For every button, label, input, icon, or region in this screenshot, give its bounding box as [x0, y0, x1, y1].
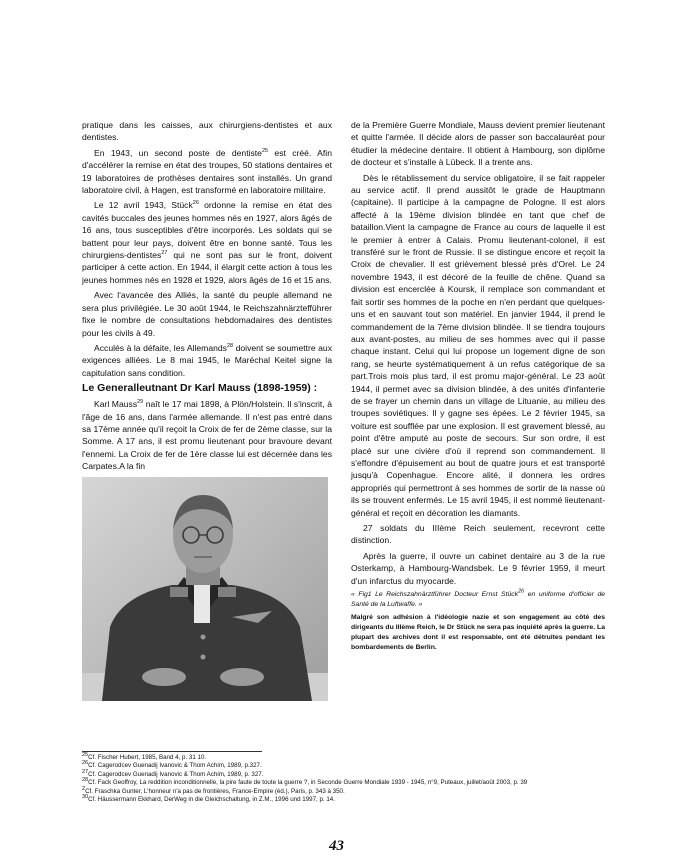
footnote: $^{25}$Cf. Fischer Hubert, 1985, Band 4, p. 31 10. — [82, 751, 207, 761]
footnote-ref[interactable]: 28 — [226, 343, 234, 350]
figure-caption: « Fig1 Le Reichszahnärztführer Docteur Ernst Stück$^{26}$ en uniforme d'officier de Santé de la Luftwaffe. » — [351, 588, 606, 609]
footnote-divider — [82, 751, 262, 752]
footnote-ref[interactable]: 27 — [161, 250, 168, 257]
footnote: $^{26}$Cf. Cagerodcev Guenadij Ivanovic & Thom Achim, 1989, p.327. — [82, 760, 262, 770]
footnote-ref[interactable]: 29 — [137, 399, 144, 406]
right-column — [351, 119, 605, 656]
left-column — [82, 119, 332, 701]
portrait-photo — [82, 477, 328, 701]
footnote: $^2$Cf. Fraschka Gunter, L'honneur n'a pas de frontières, France-Empire (éd.), Paris, p. 343 à 350. — [82, 785, 345, 795]
paragraph: de la Première Guerre Mondiale, Mauss devient premier lieutenant et quitte l'armée. Il décide alors de passer son baccalauréat pour étudier la médecine dentaire. Il obtient à Hambourg, son diplôme de docteur et s'installe à Lübeck. Il a trente ans. — [351, 120, 605, 168]
footnote: $^{27}$Cf. Cagerodcev Guenadij Ivanovic & Thom Achim, 1989, p. 327. — [82, 768, 264, 778]
footnote-ref[interactable]: 25 — [261, 147, 269, 154]
page-number: 43 — [329, 838, 344, 854]
footnotes — [82, 751, 622, 804]
paragraph: Malgré son adhésion à l'idéologie nazie et son engagement au côté des dirigeants du IIIème Reich, le Dr Stück ne sera pas inquiété après la guerre. La plupart des archives dont il est responsable, ont été détruites pendant les bombardements de Berlin. — [351, 614, 605, 652]
section-heading: Le Generalleutnant Dr Karl Mauss (1898-1959) : — [82, 382, 318, 395]
paragraph: Acculés à la défaite, les Allemands$^{28}$ doivent se soumettre aux exigences alliées. Le 8 mai 1945, le Maréchal Keitel signe la capitulation sans condition. — [82, 342, 333, 378]
paragraph: Après la guerre, il ouvre un cabinet dentaire au 3 de la rue Osterkamp, à Hambourg-Wandsbek. Le 9 février 1959, il meurt d'un infarctus du myocarde. — [351, 550, 605, 586]
paragraph: En 1943, un second poste de dentiste$^{25}$ est créé. Afin d'accélérer la remise en état des troupes, 50 stations dentaires et 19 laboratoires de prothèses dentaires sont installés. Un grand laboratoire civil, à Hagen, est transformé en laboratoire militaire. — [82, 147, 332, 196]
portrait-illustration — [82, 477, 328, 701]
footnote-ref[interactable]: 26 — [518, 588, 525, 595]
paragraph: 27 soldats du IIIème Reich seulement, recevront cette distinction. — [351, 523, 605, 546]
paragraph: pratique dans les caisses, aux chirurgiens-dentistes et aux dentistes. — [82, 120, 332, 143]
paragraph: Karl Mauss$^{29}$ naît le 17 mai 1898, à Plön/Holstein. Il s'inscrit, à l'âge de 16 ans, dans l'armée allemande. Il n'est pas entré dans sa 17ème année qu'il reçoit la Croix de fer de 2ème classe, sur la Somme. A 17 ans, il est promu lieutenant pour bravoure devant l'ennemi. La Croix de fer de 1ère classe lui est décernée dans les Carpates.A la fin — [82, 399, 332, 472]
footnote: $^{30}$Cf. Häussermann Ekkhard, DerWeg in die Gleichschaltung, in Z.M., 1996 und 1997, p. 14. — [82, 793, 335, 804]
footnote-ref[interactable]: 26 — [192, 200, 199, 207]
paragraph: Avec l'avancée des Alliés, la santé du peuple allemand ne sera plus privilégiée. Le 30 août 1944, le Reichszahnärztefführer fixe le nombre de consultations hebdomadaires des dentistes pour les civils à 49. — [82, 290, 332, 338]
footnote: $^{28}$Cf. Fack Geoffroy, La reddition inconditionnelle, la pire faute de toute la guerre ?, in Seconde Guerre Mondiale 1939 - 1945, n°9, Puteaux, juillet/août 2003, p. 39 — [82, 777, 528, 787]
paragraph: Dès le rétablissement du service obligatoire, il se fait rappeler au service actif. Il prend aussitôt le grade de Hauptmann (capitaine). Il participe à la campagne de Pologne. Il est alors affecté à la 19ème division blindée en tant que chef de bataillon.Vient la campagne de France au cours de laquelle il est le premier à entrer à Calais. Promu lieutenant-colonel, il est transféré sur le front de Russie. Il se distingue encore et reçoit la Croix de chevalier. Il est grièvement blessé près d'Orel. Le 24 novembre 1943, il est décoré de la feuille de chêne. Quand sa division est encerclée à Koursk, il remplace son commandant et fait sortir ses hommes de la poche en n'en perdant que quelques-uns et en sauvant tout son matériel. En janvier 1944, il prend le commandement de la 7ème division blindée. Il se tiendra toujours aux avant-postes, au milieu de ses hommes avec qui il passe chaque instant. Celui qui lui propose un logement digne de son rang, se heurte systématiquement à un refus catégorique de sa part.Trois mois plus tard, il est promu major-général. Le 23 août 1944, il permet avec sa division blindée, à des unités d'infanterie de se frayer un chemin dans un village de Lituanie, au milieu des troupes soviétiques. Il y gagne ses épées. Le 2 février 1945, sa voiture est soufflée par une explosion. Il est gravement blessé, au point d'être amputé au poste de secours. Sur son ordre, il est placé sur une civière d'où il reprend son commandement. Il s'effondre d'épuisement au bout de quatre jours et est transporté jusqu'à Copenhague. Encore alité, il donnera les ordres appropriés qui permettront à ses hommes de sortir de la nasse où ils se trouvent enfermés. Le 15 avril 1945, il est nommé lieutenant-général et reçoit en décoration les diamants. — [351, 172, 605, 518]
paragraph: Le 12 avril 1943, Stück$^{26}$ ordonne la remise en état des cavités buccales des jeunes hommes nés en 1927, alors âgés de 16 ans, tous susceptibles d'être incorporés. Les soldats qui se battent pour leur pays, doivent être en bonne santé. Tous les chirurgiens-dentistes$^{27}$ qui ne sont pas sur le front, doivent participer à cette action. En 1944, il élargit cette action à tous les jeunes hommes nés en 1928 et 1929, alors âgés de 16 et 15 ans. — [82, 200, 332, 285]
